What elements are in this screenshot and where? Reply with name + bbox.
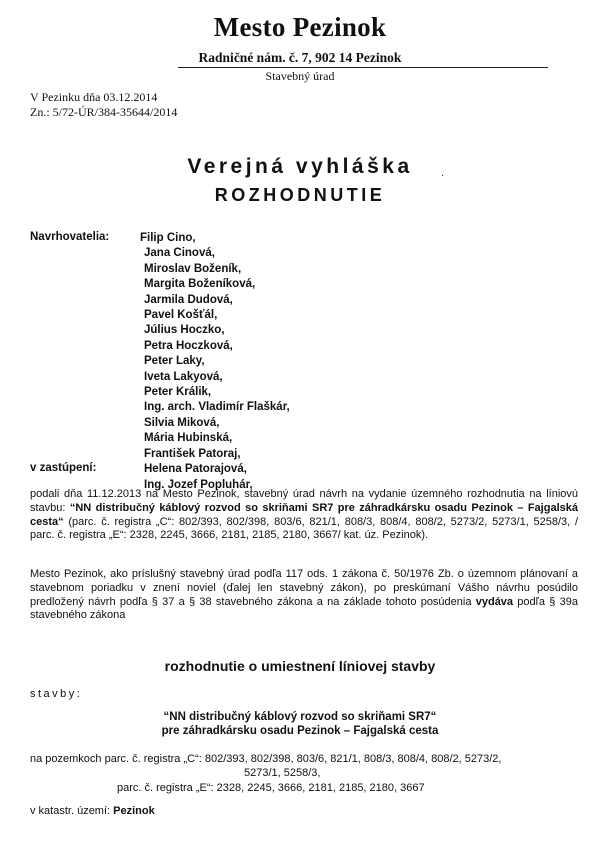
- parcels-c-continuation: 5273/1, 5258/3,: [244, 767, 321, 779]
- authority-text: Mesto Pezinok, ako príslušný stavebný úrad podľa 117 ods. 1 zákona č. 50/1976 Zb. o územnom plánovaní a stavebnom poriadku v znení noviel (ďalej len stavebný zákon), po preskúmaní Vášho návrhu posúdilo predložený návrh podľa § 37 a § 38 stavebného zákona a na základe tohoto posúdenia: [30, 568, 578, 608]
- application-intro: podali dňa 11.12.2013 na Mesto Pezinok, stavebný úrad návrh na vydanie územného rozhodnutia na líniovú stavbu:: [30, 488, 578, 514]
- cadastral-value: Pezinok: [113, 805, 155, 817]
- project-title: [0, 710, 600, 738]
- date-block: [30, 90, 177, 120]
- applicant-name: Margita Boženíková,: [144, 278, 256, 291]
- decision-heading: ROZHODNUTIE: [214, 185, 386, 205]
- representative-label: v zastúpení:: [30, 462, 97, 474]
- authority-tail: podľa § 39a stavebného zákona: [30, 595, 578, 622]
- applicant-name: Iveta Lakyová,: [144, 370, 223, 383]
- office-address: Radničné nám. č. 7, 902 14 Pezinok: [198, 50, 402, 65]
- project-title-line1: “NN distribučný káblový rozvod so skriňami SR7“: [163, 711, 437, 723]
- parcels-register-c: [30, 752, 578, 780]
- applicant-name: Ing. arch. Vladimír Flaškár,: [144, 401, 290, 414]
- authority-bold: vydáva: [475, 595, 514, 608]
- applicant-name: František Patoraj,: [144, 447, 241, 460]
- applicant-name: Silvia Miková,: [144, 416, 220, 429]
- applicant-name: Peter Laky,: [144, 355, 205, 368]
- document-title: Mesto Pezinok: [213, 12, 387, 42]
- applicant-name: Miroslav Boženík,: [144, 262, 242, 275]
- office-name: Stavebný úrad: [265, 69, 335, 83]
- applicants-list: [140, 231, 290, 493]
- header-rule: [178, 67, 548, 68]
- decision-subheading: rozhodnutie o umiestnení líniovej stavby: [164, 658, 436, 674]
- authority-paragraph: [30, 568, 578, 623]
- cadastral-label: v katastr. území:: [30, 805, 114, 817]
- building-label: stavby:: [30, 688, 83, 700]
- applicant-name: Helena Patorajová,: [144, 463, 247, 476]
- cadastral-area: [30, 805, 155, 817]
- application-project-name: “NN distribučný káblový rozvod so skriňami SR7 pre záhradkársku osadu Pezinok – Fajgalská cesta“: [30, 501, 578, 528]
- notice-heading: Verejná vyhláška: [187, 155, 413, 178]
- applicant-name: Jarmila Dudová,: [144, 293, 233, 306]
- applicant-name: Petra Hoczková,: [144, 339, 233, 352]
- date-line: V Pezinku dňa 03.12.2014: [30, 90, 158, 104]
- applicant-name: Filip Cino,: [140, 232, 196, 244]
- application-paragraph: [30, 488, 578, 543]
- applicant-name: Július Hoczko,: [144, 324, 225, 337]
- applicant-name: Jana Cinová,: [144, 247, 215, 260]
- reference-number: Zn.: 5/72-ÚR/384-35644/2014: [30, 105, 178, 119]
- representative-name: Ing. Jozef Popluhár,: [144, 478, 253, 491]
- applicant-name: Peter Králik,: [144, 386, 212, 399]
- project-title-line2: pre záhradkársku osadu Pezinok – Fajgalská cesta: [161, 725, 439, 737]
- parcels-register-e: parc. č. registra „E“: 2328, 2245, 3666, 2181, 2185, 2180, 3667: [117, 782, 425, 794]
- applicant-name: Mária Hubinská,: [144, 432, 233, 445]
- applicant-name: Pavel Košťál,: [144, 309, 218, 322]
- scan-dot: ·: [441, 170, 445, 181]
- parcels-c-line: na pozemkoch parc. č. registra „C“: 802/393, 802/398, 803/6, 821/1, 808/3, 808/4, 808/2, 5273/2,: [30, 753, 502, 765]
- application-parcels: (parc. č. registra „C“: 802/393, 802/398, 803/6, 821/1, 808/3, 808/4, 808/2, 5273/2, 5273/1, 5258/3, / parc. č. registra „E“: 2328, 2245, 3666, 2181, 2185, 2180, 3667/ kat. úz. Pezinok).: [30, 515, 578, 542]
- applicants-label: Navrhovatelia:: [30, 231, 110, 243]
